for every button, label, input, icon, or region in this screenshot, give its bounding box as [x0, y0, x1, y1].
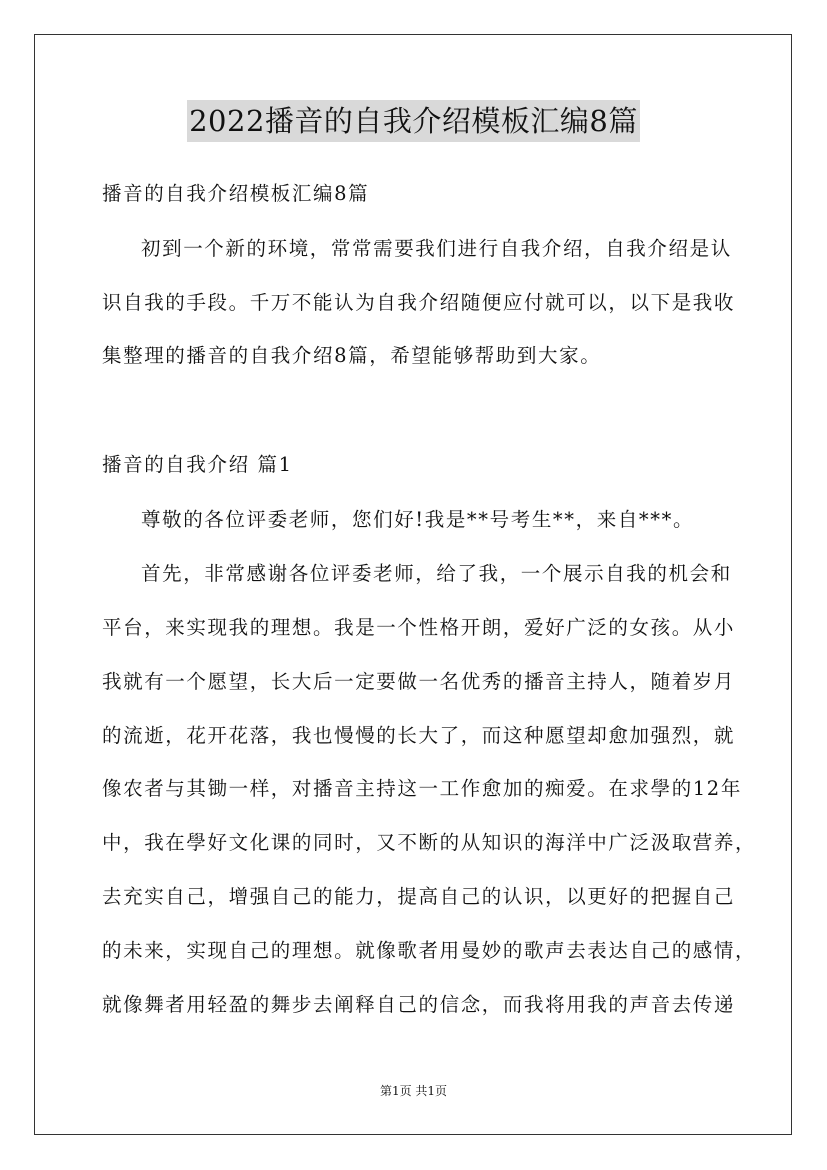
section-heading: 播音的自我介绍 篇1 [102, 453, 293, 476]
body-line: 的未来，实现自己的理想。就像歌者用曼妙的歌声去表达自己的感情， [102, 939, 757, 962]
body-line: 首先，非常感谢各位评委老师，给了我，一个展示自我的机会和 [141, 562, 732, 585]
subtitle: 播音的自我介绍模板汇编8篇 [102, 182, 370, 205]
intro-line: 初到一个新的环境，常常需要我们进行自我介绍，自我介绍是认 [141, 237, 732, 260]
intro-line: 识自我的手段。千万不能认为自我介绍随便应付就可以，以下是我收 [102, 291, 736, 314]
body-line: 就像舞者用轻盈的舞步去阐释自己的信念，而我将用我的声音去传递 [102, 993, 736, 1016]
page-footer: 第1页 共1页 [379, 1084, 448, 1098]
body-line: 平台，来实现我的理想。我是一个性格开朗，爱好广泛的女孩。从小 [102, 616, 736, 639]
greeting-line: 尊敬的各位评委老师，您们好!我是**号考生**，来自***。 [141, 508, 695, 531]
document-title: 2022播音的自我介绍模板汇编8篇 [187, 100, 640, 142]
intro-line: 集整理的播音的自我介绍8篇，希望能够帮助到大家。 [102, 344, 602, 367]
body-line: 去充实自己，增强自己的能力，提高自己的认识，以更好的把握自己 [102, 885, 736, 908]
body-line: 的流逝，花开花落，我也慢慢的长大了，而这种愿望却愈加强烈，就 [102, 724, 736, 747]
body-line: 像农者与其锄一样，对播音主持这一工作愈加的痴爱。在求學的12年 [102, 777, 742, 800]
body-line: 我就有一个愿望，长大后一定要做一名优秀的播音主持人，随着岁月 [102, 670, 736, 693]
body-line: 中，我在學好文化课的同时，又不断的从知识的海洋中广泛汲取营养， [102, 831, 757, 854]
title-container [0, 100, 827, 142]
